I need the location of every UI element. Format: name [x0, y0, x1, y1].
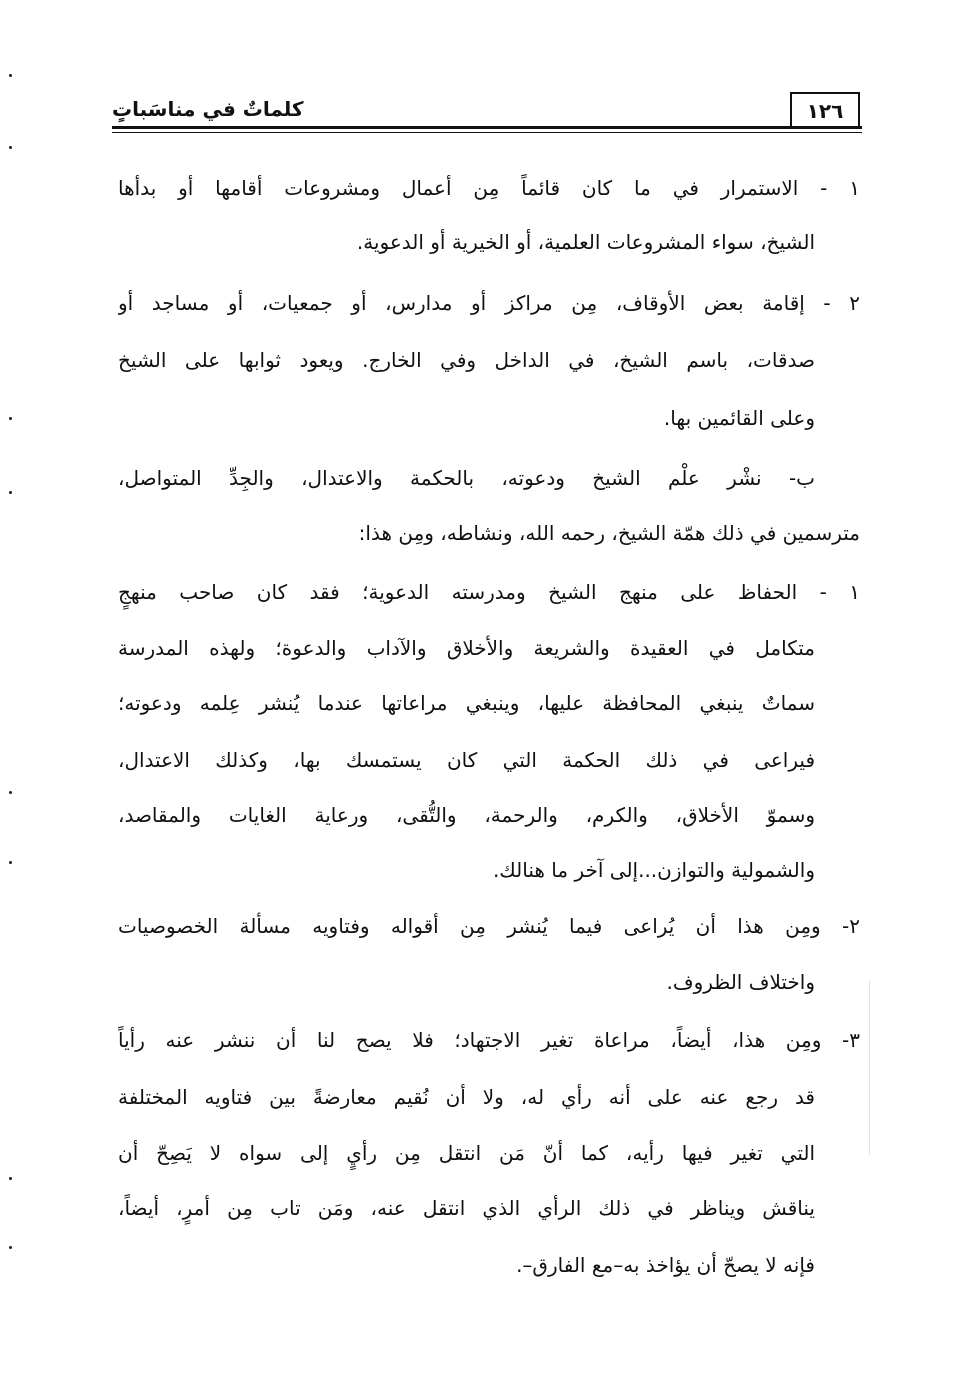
text-line: ١ - الحفاظ على منهج الشيخ ومدرسته الدعوية؛ فقد كان صاحب منهجٍ [118, 580, 860, 604]
margin-mark [9, 1177, 12, 1180]
margin-mark [9, 1246, 12, 1249]
text-line: صدقات، باسم الشيخ، في الداخل وفي الخارج. ويعود ثوابها على الشيخ [118, 348, 815, 372]
text-line: وسموّ الأخلاق، والكرم، والرحمة، والتُّقى، ورعاية الغايات والمقاصد، [118, 803, 815, 827]
page-number: ١٢٦ [790, 92, 860, 126]
text-line: التي تغير فيها رأيه، كما أنّ مَن انتقل مِن رأيٍ إلى سواه لا يَصِحّ أن [118, 1141, 815, 1165]
text-line: ب- نشْر علْم الشيخ ودعوته، بالحكمة والاعتدال، والجِدِّ المتواصل، [118, 466, 815, 490]
text-line: وعلى القائمين بها. [663, 406, 815, 430]
header-rule [112, 126, 862, 129]
text-line: يناقش ويناظر في ذلك الرأي الذي انتقل عنه، ومَن تاب مِن أمرٍ، أيضاً، [118, 1196, 815, 1220]
scan-line [869, 980, 870, 1155]
margin-mark [9, 791, 12, 794]
text-line: سماتٌ ينبغي المحافظة عليها، وينبغي مراعاتها عندما يُنشر عِلمه ودعوته؛ [118, 691, 815, 715]
text-line: واختلاف الظروف. [666, 970, 815, 994]
text-line: والشمولية والتوازن...إلى آخر ما هنالك. [492, 858, 815, 882]
text-line: مترسمين في ذلك همّة الشيخ، رحمه الله، ونشاطه، ومِن هذا: [358, 521, 860, 545]
text-line: الشيخ، سواء المشروعات العلمية، أو الخيرية أو الدعوية. [356, 230, 815, 254]
margin-mark [9, 861, 12, 864]
text-line: فيراعى في ذلك الحكمة التي كان يستمسك بها، وكذلك الاعتدال، [118, 748, 815, 772]
header-rule-thin [112, 132, 862, 133]
text-line: ٢ - إقامة بعض الأوقاف، مِن مراكز أو مدارس، أو جمعيات، أو مساجد أو [118, 291, 860, 315]
margin-mark [9, 491, 12, 494]
text-line: فإنه لا يصحّ أن يؤاخذ به–مع الفارق–. [516, 1253, 815, 1277]
text-line: ٢- ومِن هذا أن يُراعى فيما يُنشر مِن أقواله وفتاويه مسألة الخصوصيات [118, 914, 860, 938]
text-line: قد رجع عنه على أنه رأي له، ولا أن نُقيم معارضةً بين فتاويه المختلفة [118, 1085, 815, 1109]
margin-mark [9, 417, 12, 420]
text-line: ٣- ومِن هذا، أيضاً، مراعاة تغير الاجتهاد؛ فلا يصح لنا أن ننشر عنه رأياً [118, 1028, 860, 1052]
text-line: ١ - الاستمرار في ما كان قائماً مِن أعمال ومشروعات أقامها أو بدأها [118, 176, 860, 200]
margin-mark [9, 146, 12, 149]
margin-mark [9, 74, 12, 77]
text-line: متكامل في العقيدة والشريعة والأخلاق والآداب والدعوة؛ ولهذه المدرسة [118, 636, 815, 660]
running-title: كلماتٌ في مناسَباتٍ [112, 97, 304, 121]
